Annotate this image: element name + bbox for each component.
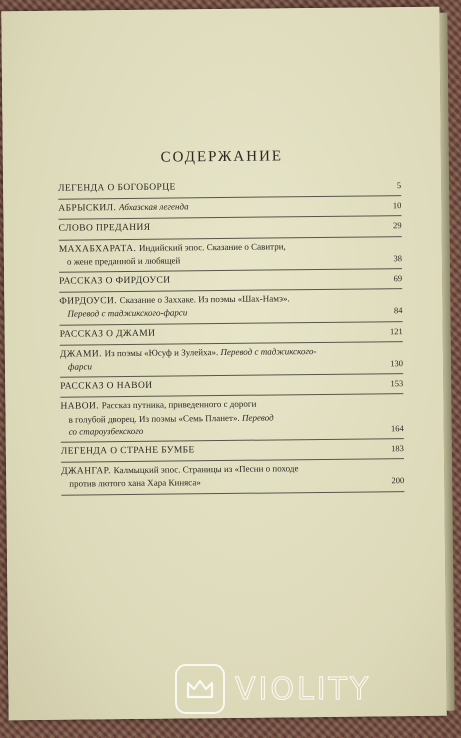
toc-page-number: 29 <box>393 220 402 231</box>
toc-title: СОДЕРЖАНИЕ <box>160 148 284 166</box>
toc-entry <box>60 344 403 378</box>
toc-line <box>60 357 403 373</box>
toc-line <box>61 441 404 458</box>
toc-entry <box>61 461 404 495</box>
toc-line <box>58 178 401 195</box>
toc-description: Калмыцкий эпос. Страницы из «Песни о походе <box>113 463 299 476</box>
toc-heading: НАВОИ. <box>60 401 102 413</box>
book-page <box>1 7 446 721</box>
toc-translation-note: со староузбекского <box>68 425 144 437</box>
toc-translation-note: Перевод с таджикского- <box>220 345 317 357</box>
toc-description: Индийский эпос. Сказание о Савитри, <box>138 240 286 253</box>
toc-line <box>59 305 402 321</box>
toc-list <box>58 178 404 497</box>
toc-description: Из поэмы «Юсуф и Зулейха». <box>104 346 221 359</box>
toc-description: Сказание о Заххаке. Из поэмы «Шах-Намэ». <box>119 293 290 306</box>
toc-entry <box>60 324 403 346</box>
toc-entry <box>61 441 404 463</box>
toc-page-number: 10 <box>392 200 402 211</box>
toc-entry <box>58 178 401 200</box>
toc-page-number: 130 <box>390 358 404 369</box>
toc-line <box>60 324 403 341</box>
toc-entry <box>59 239 402 273</box>
toc-heading: АБРЫСКИЛ. <box>58 203 120 214</box>
toc-heading: ЛЕГЕНДА О БОГОБОРЦЕ <box>58 182 176 194</box>
toc-translation-note: Перевод с таджикского-фарси <box>67 307 188 320</box>
toc-heading: ЛЕГЕНДА О СТРАНЕ БУМБЕ <box>60 445 195 457</box>
toc-description: в голубой дворец. Из поэмы «Семь Планет». <box>68 412 242 425</box>
toc-line <box>61 422 404 438</box>
toc-page-number: 183 <box>391 443 404 454</box>
toc-translation-note: фарси <box>67 361 92 372</box>
toc-entry <box>58 198 401 220</box>
toc-heading: ДЖАМИ. <box>59 349 105 360</box>
toc-page-number: 38 <box>393 252 402 264</box>
toc-description: о жене преданной и любящей <box>66 255 181 267</box>
watermark <box>175 664 371 714</box>
toc-heading: СЛОВО ПРЕДАНИЯ <box>58 223 151 235</box>
toc-heading: ФИРДОУСИ. <box>59 296 120 307</box>
toc-entry <box>59 271 402 293</box>
toc-heading: РАССКАЗ О ДЖАМИ <box>59 328 156 340</box>
toc-line <box>59 252 402 268</box>
toc-description: Рассказ путника, приведенного с дороги <box>101 399 257 411</box>
toc-page-number: 153 <box>390 378 404 389</box>
toc-page-number: 121 <box>389 325 403 336</box>
watermark-text: VIOLITY <box>235 671 372 707</box>
toc-entry <box>60 376 403 398</box>
toc-heading: РАССКАЗ О НАВОИ <box>60 380 153 392</box>
toc-heading: МАХАБХАРАТА. <box>58 243 140 255</box>
toc-heading: ДЖАНГАР. <box>61 466 114 477</box>
crown-icon <box>175 664 225 714</box>
toc-line <box>61 475 404 491</box>
toc-heading: РАССКАЗ О ФИРДОУСИ <box>59 275 171 287</box>
toc-entry <box>59 291 402 325</box>
toc-page-number: 200 <box>391 475 405 486</box>
toc-translation-note: Перевод <box>241 412 274 423</box>
toc-subtitle: Абхазская легенда <box>118 201 189 213</box>
toc-page-number: 164 <box>390 422 404 434</box>
toc-line <box>59 271 402 288</box>
toc-page-number: 5 <box>396 180 402 191</box>
toc-entry <box>60 397 403 443</box>
toc-line <box>59 219 402 236</box>
toc-line <box>60 376 403 393</box>
toc-page-number: 69 <box>393 273 403 284</box>
toc-description: против лютого хана Хара Киняса» <box>69 477 201 490</box>
toc-line <box>58 198 401 215</box>
toc-entry <box>59 219 402 241</box>
toc-page-number: 84 <box>393 305 403 316</box>
